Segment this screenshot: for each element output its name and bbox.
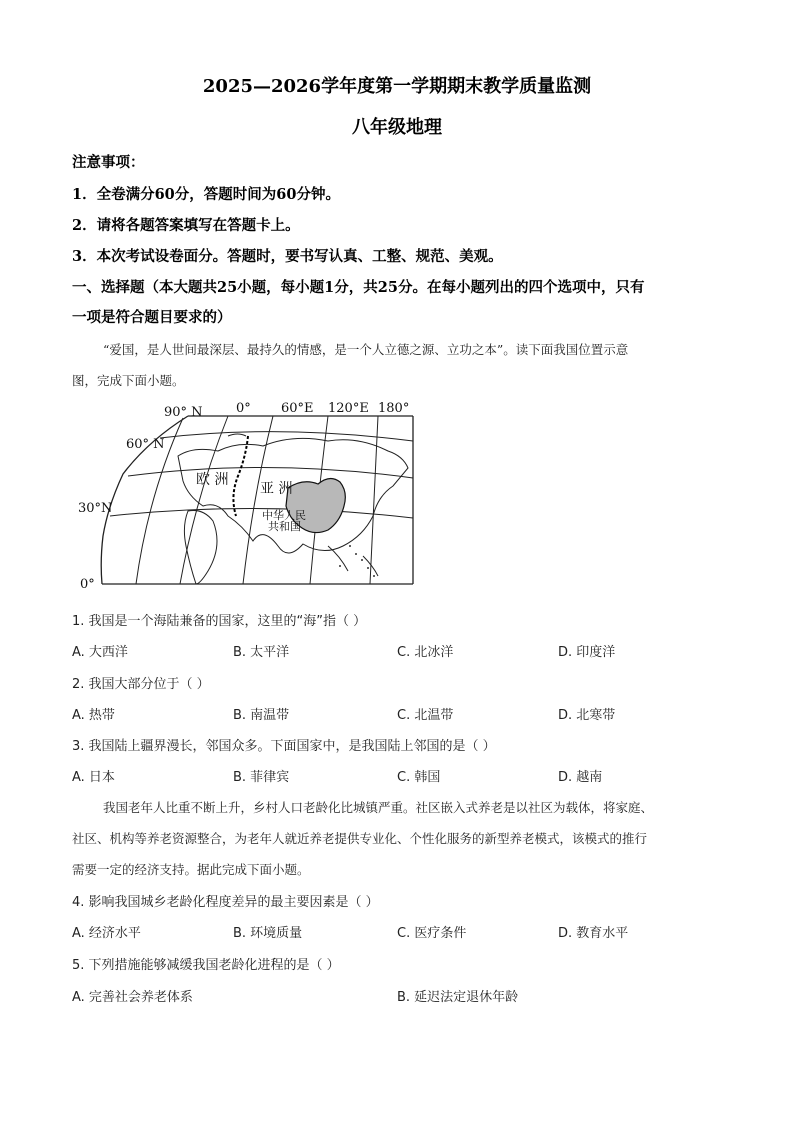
exam-title: 2025—2026学年度第一学期期末教学质量监测 — [202, 76, 592, 97]
question-3-option-b[interactable]: B. 菲律宾 — [233, 770, 290, 785]
question-2-option-d[interactable]: D. 北寒带 — [558, 708, 616, 723]
exam-subtitle: 八年级地理 — [352, 117, 442, 138]
question-5-stem: 5. 下列措施能够减缓我国老龄化进程的是（ ） — [72, 958, 340, 973]
lat-label-60n: 60° N — [126, 437, 165, 452]
lat-label-0: 0° — [80, 577, 95, 590]
question-5-option-a[interactable]: A. 完善社会养老体系 — [72, 990, 193, 1005]
passage2-line1: 我国老年人比重不断上升，乡村人口老龄化比城镇严重。社区嵌入式养老是以社区为载体，将家庭、 — [103, 800, 654, 815]
question-5-option-b[interactable]: B. 延迟法定退休年龄 — [397, 990, 519, 1005]
question-4-stem: 4. 影响我国城乡老龄化程度差异的最主要因素是（ ） — [72, 895, 379, 910]
question-2-option-a[interactable]: A. 热带 — [72, 708, 115, 723]
question-3-option-c[interactable]: C. 韩国 — [397, 770, 441, 785]
question-2-option-c[interactable]: C. 北温带 — [397, 708, 454, 723]
note-item-3: 3．本次考试设卷面分。答题时，要书写认真、工整、规范、美观。 — [72, 248, 503, 265]
question-4-option-b[interactable]: B. 环境质量 — [233, 926, 303, 941]
lon-label-0: 0° — [236, 401, 251, 416]
lon-label-60e: 60°E — [281, 401, 314, 416]
passage2-line2: 社区、机构等养老资源整合，为老年人就近养老提供专业化、个性化服务的新型养老模式，该模式的推行 — [72, 831, 648, 846]
question-2-stem: 2. 我国大部分位于（ ） — [72, 677, 210, 692]
label-asia: 亚 洲 — [260, 481, 293, 497]
lon-label-180: 180° — [378, 401, 410, 416]
passage2-line3: 需要一定的经济支持。据此完成下面小题。 — [72, 862, 310, 877]
china-location-map — [78, 396, 418, 590]
notes-heading: 注意事项： — [72, 154, 145, 171]
lat-label-90n: 90° N — [164, 405, 203, 420]
question-3-option-d[interactable]: D. 越南 — [558, 770, 603, 785]
note-item-2: 2．请将各题答案填写在答题卡上。 — [72, 217, 300, 234]
passage1-line2: 图，完成下面小题。 — [72, 373, 185, 388]
question-1-option-a[interactable]: A. 大西洋 — [72, 645, 128, 660]
question-4-option-a[interactable]: A. 经济水平 — [72, 926, 141, 941]
label-china-line1: 中华人民 — [262, 509, 306, 522]
question-2-option-b[interactable]: B. 南温带 — [233, 708, 290, 723]
question-1-option-c[interactable]: C. 北冰洋 — [397, 645, 454, 660]
label-china-line2: 共和国 — [268, 520, 301, 533]
passage1-line1: “爱国，是人世间最深层、最持久的情感，是一个人立德之源、立功之本”。读下面我国位置示意 — [103, 342, 629, 357]
section-heading-line1: 一、选择题（本大题共25小题，每小题1分，共25分。在每小题列出的四个选项中，只有 — [72, 279, 645, 296]
question-1-option-b[interactable]: B. 太平洋 — [233, 645, 290, 660]
label-europe: 欧 洲 — [196, 472, 229, 488]
question-3-option-a[interactable]: A. 日本 — [72, 770, 115, 785]
question-4-option-c[interactable]: C. 医疗条件 — [397, 926, 467, 941]
section-heading-line2: 一项是符合题目要求的） — [72, 309, 232, 326]
question-1-option-d[interactable]: D. 印度洋 — [558, 645, 616, 660]
question-4-option-d[interactable]: D. 教育水平 — [558, 926, 629, 941]
lat-label-30n: 30°N — [78, 501, 113, 516]
note-item-1: 1．全卷满分60分，答题时间为60分钟。 — [72, 186, 340, 203]
question-3-stem: 3. 我国陆上疆界漫长，邻国众多。下面国家中，是我国陆上邻国的是（ ） — [72, 739, 496, 754]
question-1-stem: 1. 我国是一个海陆兼备的国家，这里的“海”指（ ） — [72, 614, 367, 629]
lon-label-120e: 120°E — [328, 401, 369, 416]
